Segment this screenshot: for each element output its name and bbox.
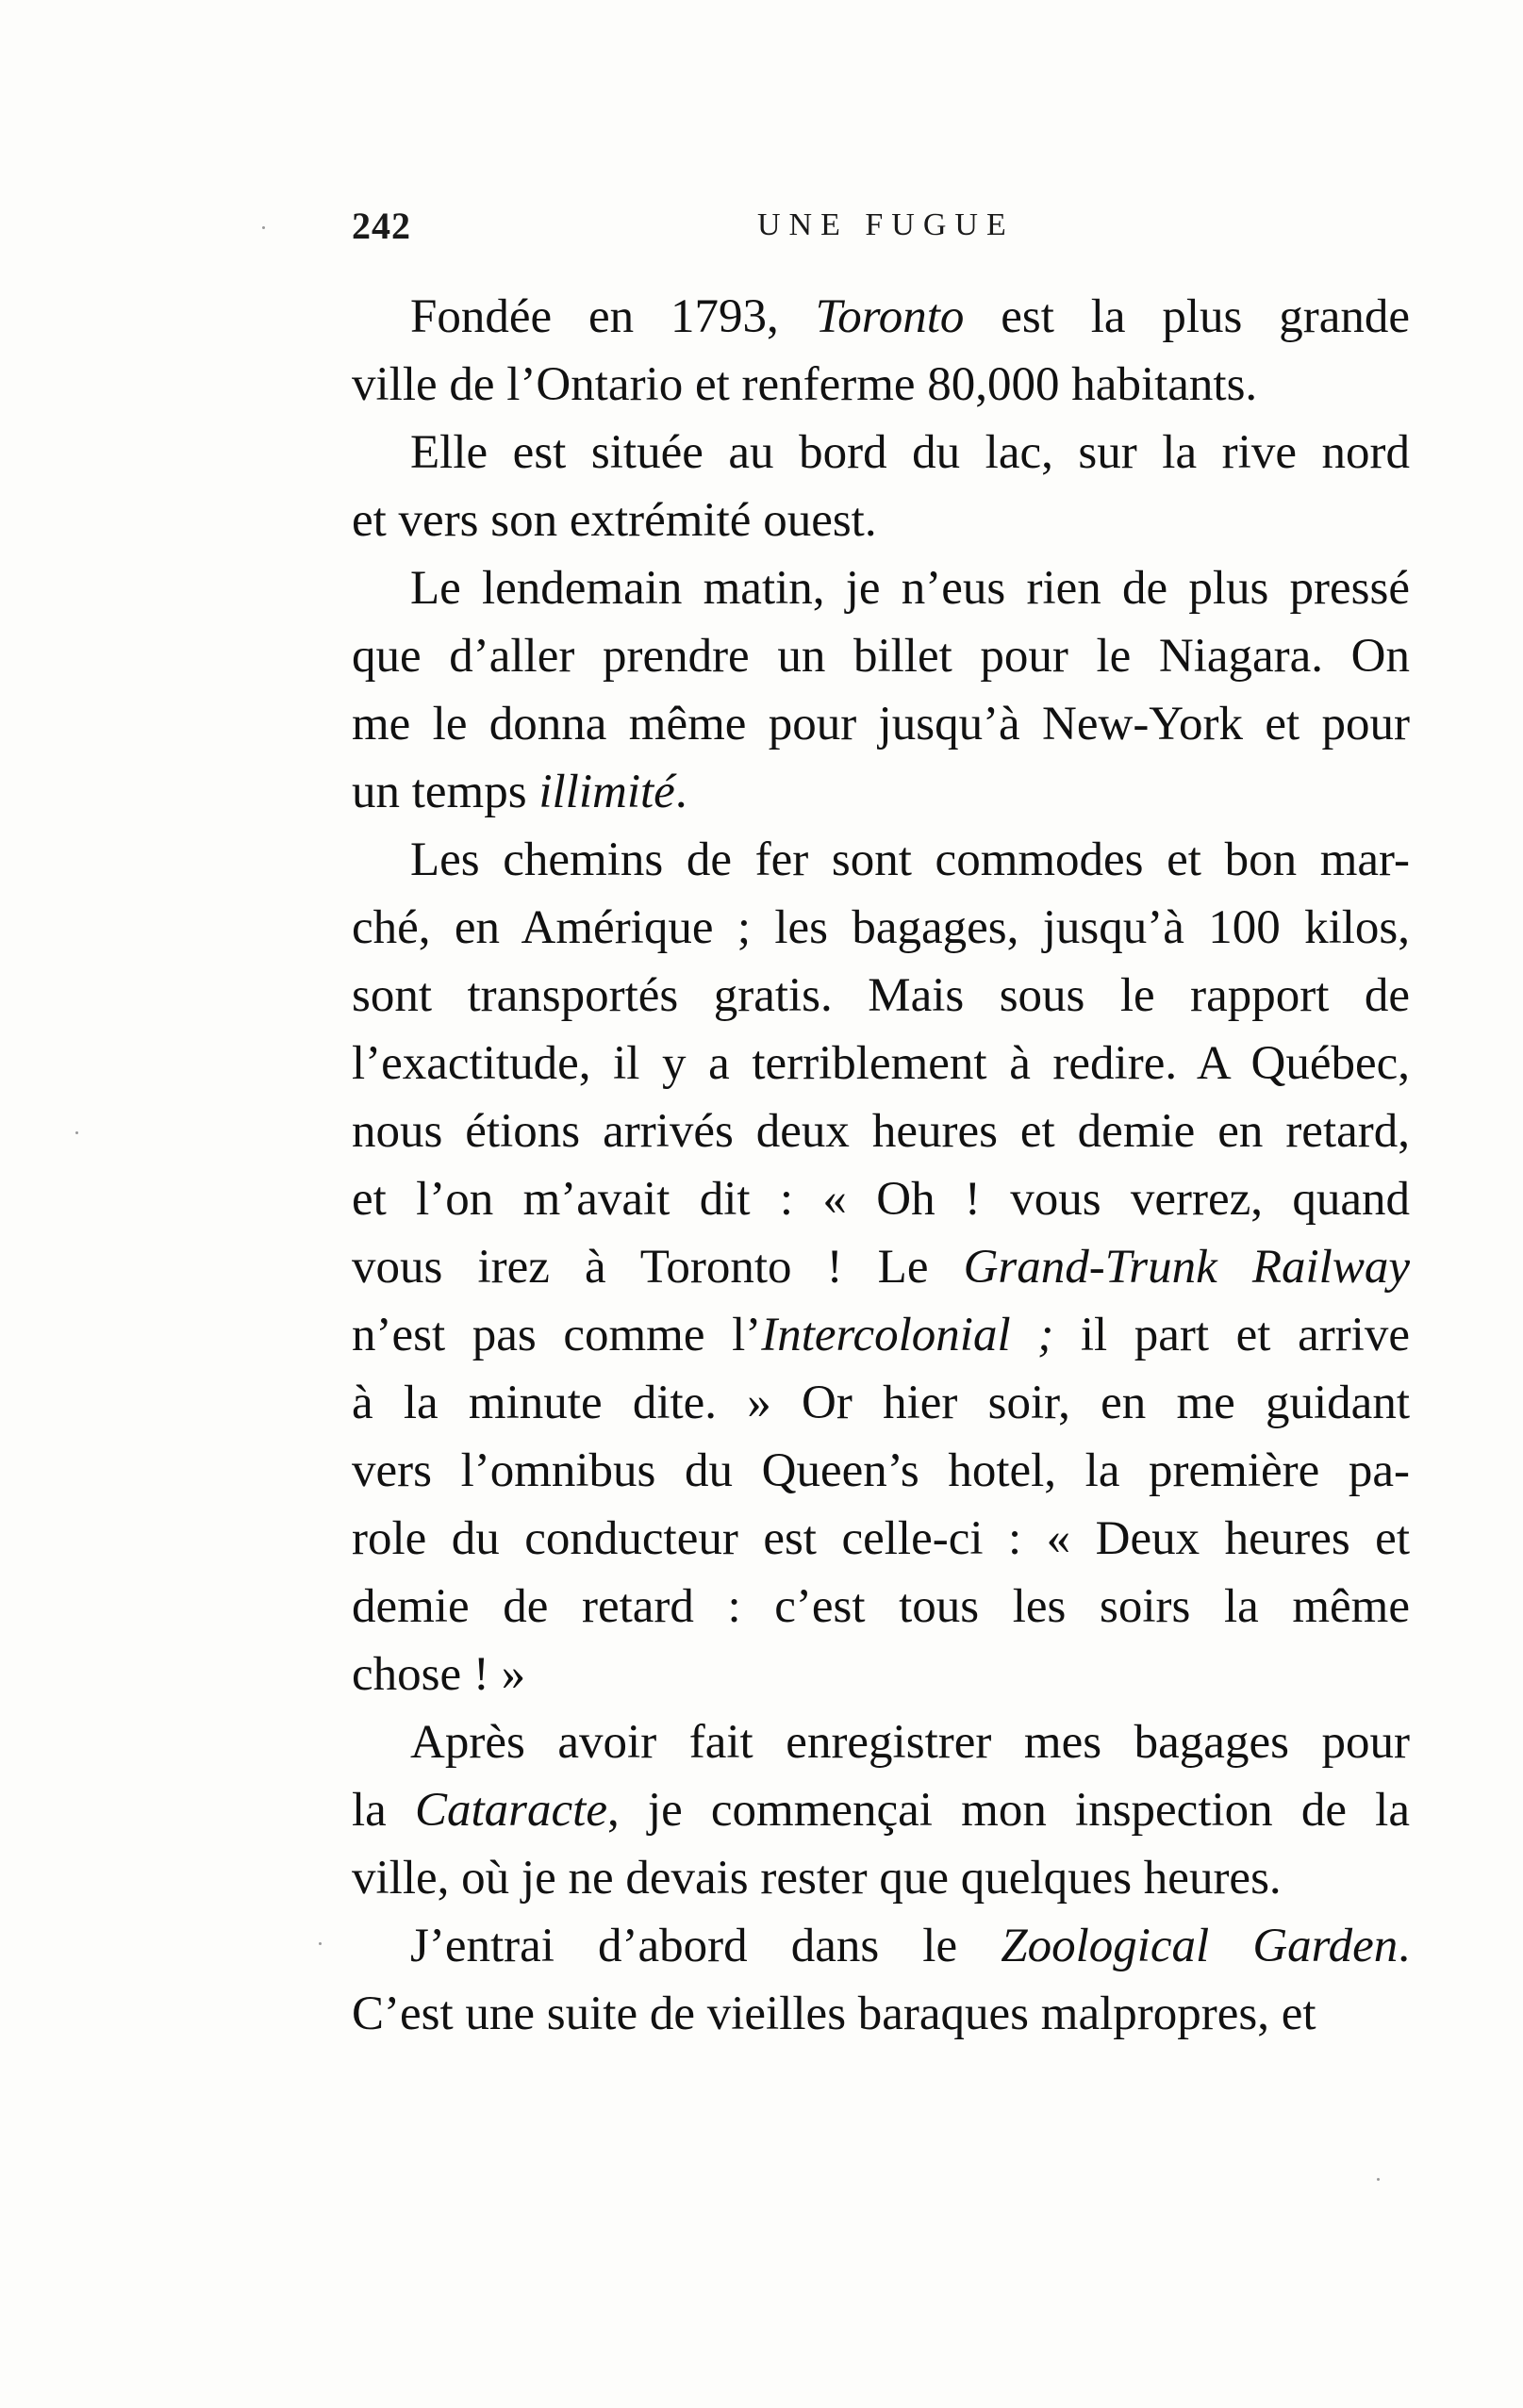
text-run: J’entrai d’abord dans le: [410, 1920, 1002, 1972]
text-line: [352, 758, 1410, 826]
text-line: [352, 690, 1410, 758]
paragraph: [352, 554, 1410, 826]
text-line: [352, 1980, 1410, 2048]
paragraph: [352, 419, 1410, 554]
text-line: [352, 1030, 1410, 1097]
text-run: vers l’omnibus du Queen’s hotel, la première pa-: [352, 1444, 1410, 1497]
text-line: [352, 894, 1410, 962]
text-run: n’est pas comme l’: [352, 1309, 762, 1361]
text-run: Après avoir fait enregistrer mes bagages pour: [410, 1716, 1410, 1769]
text-line: [352, 622, 1410, 690]
text-run: ché, en Amérique ; les bagages, jusqu’à 100 kilos,: [352, 901, 1410, 954]
text-run: vous irez à Toronto ! Le: [352, 1241, 964, 1294]
text-line: [352, 1165, 1410, 1233]
text-run: la: [352, 1784, 415, 1837]
paper-speck: [319, 1942, 322, 1945]
text-run: role du conducteur est celle-ci : « Deux heures et: [352, 1512, 1410, 1565]
text-run: C’est une suite de vieilles baraques malpropres, et: [352, 1987, 1316, 2040]
text-line: [352, 1573, 1410, 1641]
text-line: [352, 1708, 1410, 1776]
running-title: UNE FUGUE: [757, 207, 1015, 242]
text-run: et l’on m’avait dit : « Oh ! vous verrez, quand: [352, 1173, 1410, 1226]
text-line: [352, 1233, 1410, 1301]
text-line: [352, 1912, 1410, 1980]
text-run: l’exactitude, il y a terriblement à redire. A Québec,: [352, 1037, 1410, 1090]
running-head: [352, 204, 1410, 260]
italic-run: Intercolonial ;: [761, 1309, 1054, 1361]
text-run: nous étions arrivés deux heures et demie en retard,: [352, 1105, 1410, 1158]
text-line: [352, 962, 1410, 1030]
italic-run: Zoological Garden: [1001, 1920, 1399, 1972]
paper-speck: [75, 1131, 78, 1134]
paper-speck: [262, 226, 265, 229]
text-run: et vers son extrémité ouest.: [352, 494, 877, 547]
text-run: Fondée en 1793,: [410, 290, 816, 343]
text-run: est la plus grande: [964, 290, 1410, 343]
italic-run: illimité: [538, 766, 675, 818]
italic-run: Cataracte: [415, 1784, 607, 1837]
text-line: [352, 351, 1410, 419]
text-line: [352, 1505, 1410, 1573]
text-line: [352, 1301, 1410, 1369]
text-run: chose ! »: [352, 1648, 526, 1701]
text-run: un temps: [352, 766, 539, 818]
text-line: [352, 1097, 1410, 1165]
text-line: [352, 283, 1410, 351]
text-run: , je commençai mon inspection de la: [606, 1784, 1410, 1837]
text-line: [352, 826, 1410, 894]
paragraph: [352, 826, 1410, 1708]
text-run: Le lendemain matin, je n’eus rien de plus pressé: [410, 562, 1410, 615]
text-line: [352, 1844, 1410, 1912]
text-run: .: [1398, 1920, 1410, 1972]
text-line: [352, 1641, 1410, 1708]
italic-run: Grand-Trunk Railway: [963, 1241, 1410, 1294]
text-run: demie de retard : c’est tous les soirs la même: [352, 1580, 1410, 1633]
paragraph: [352, 1708, 1410, 1912]
text-line: [352, 1776, 1410, 1844]
text-run: sont transportés gratis. Mais sous le rapport de: [352, 969, 1410, 1022]
text-line: [352, 487, 1410, 554]
page-number: 242: [352, 205, 411, 247]
text-line: [352, 1369, 1410, 1437]
text-run: me le donna même pour jusqu’à New-York et pour: [352, 698, 1410, 750]
italic-run: Toronto: [815, 290, 965, 343]
text-run: que d’aller prendre un billet pour le Niagara. On: [352, 630, 1410, 683]
paragraph: [352, 1912, 1410, 2048]
paper-speck: [1377, 2178, 1380, 2181]
text-run: il part et arrive: [1053, 1309, 1410, 1361]
text-line: [352, 1437, 1410, 1505]
paragraph: [352, 283, 1410, 419]
text-run: à la minute dite. » Or hier soir, en me guidant: [352, 1377, 1410, 1429]
text-run: Les chemins de fer sont commodes et bon mar-: [410, 833, 1410, 886]
text-run: ville de l’Ontario et renferme 80,000 habitants.: [352, 358, 1258, 411]
text-run: Elle est située au bord du lac, sur la rive nord: [410, 426, 1410, 479]
body-text: [352, 283, 1410, 2048]
text-line: [352, 554, 1410, 622]
text-line: [352, 419, 1410, 487]
text-run: ville, où je ne devais rester que quelques heures.: [352, 1852, 1282, 1905]
text-run: .: [674, 766, 687, 818]
